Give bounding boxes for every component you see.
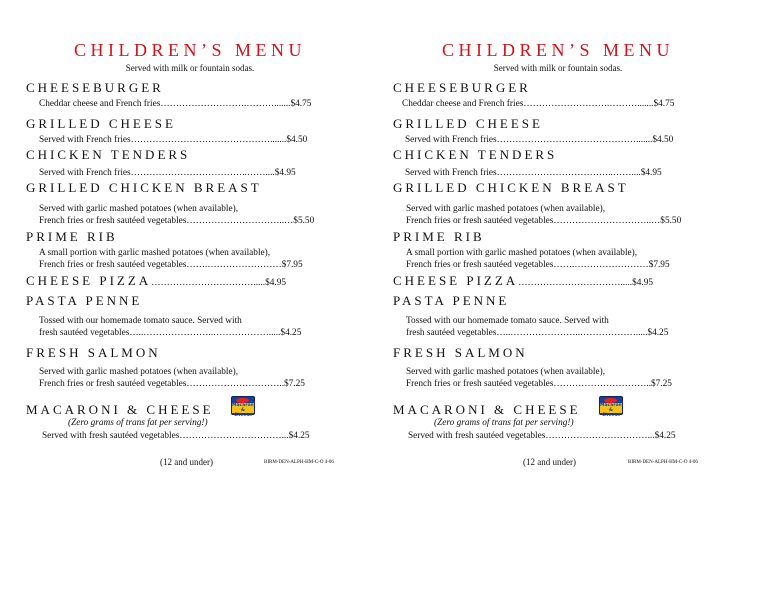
item-grilled-chicken-name: GRILLED CHICKEN BREAST: [393, 180, 629, 195]
item-grilled-chicken-desc1: Served with garlic mashed potatoes (when available),: [406, 204, 606, 214]
item-mac-cheese-trans-fat: (Zero grams of trans fat per serving!): [68, 418, 208, 428]
item-fresh-salmon-desc2: French fries or fresh sautéed vegetables…………………………..$7.25: [406, 379, 672, 389]
item-grilled-chicken-desc1: Served with garlic mashed potatoes (when available),: [39, 204, 239, 214]
item-prime-rib-desc1: A small portion with garlic mashed potatoes (when available),: [406, 248, 638, 258]
menu-title: CHILDREN’S MENU: [74, 40, 306, 60]
item-chicken-tenders-desc: Served with French fries………………………………..……....$4.95: [39, 168, 296, 178]
item-grilled-cheese-desc: Served with French fries……………………………………….......$4.50: [405, 135, 674, 145]
item-cheeseburger-name: CHEESEBURGER: [393, 80, 531, 95]
menu-subtitle: Served with milk or fountain sodas.: [125, 63, 255, 73]
item-chicken-tenders-desc: Served with French fries………………………………..……....$4.95: [405, 168, 662, 178]
item-mac-cheese-desc: Served with fresh sautéed vegetables……………………………...$4.25: [42, 431, 310, 441]
item-chicken-tenders-name: CHICKEN TENDERS: [26, 147, 191, 162]
item-pasta-penne-desc1: Tossed with our homemade tomato sauce. Served with: [406, 316, 609, 326]
item-prime-rib-desc2: French fries or fresh sautéed vegetables…….……………………$7.95: [406, 260, 670, 270]
item-chicken-tenders-name: CHICKEN TENDERS: [393, 147, 558, 162]
footer-age-note: (12 and under): [160, 457, 213, 467]
item-mac-cheese-name: MACARONI & CHEESE: [393, 402, 581, 417]
item-pasta-penne-desc1: Tossed with our homemade tomato sauce. Served with: [39, 316, 242, 326]
item-pasta-penne-name: PASTA PENNE: [26, 293, 143, 308]
footer-age-note: (12 and under): [523, 457, 576, 467]
item-grilled-cheese-name: GRILLED CHEESE: [26, 116, 176, 131]
item-grilled-chicken-desc2: French fries or fresh sautéed vegetables…………………………..…$5.50: [406, 216, 682, 226]
item-pasta-penne-desc2: fresh sautéed vegetables…..…………………..……………….....$4.25: [406, 328, 669, 338]
item-prime-rib-desc2: French fries or fresh sautéed vegetables…….……………………$7.95: [39, 260, 303, 270]
menu-subtitle: Served with milk or fountain sodas.: [493, 63, 623, 73]
item-grilled-cheese-name: GRILLED CHEESE: [393, 116, 543, 131]
item-cheese-pizza-price: …………………………….....$4.95: [518, 278, 654, 288]
item-prime-rib-desc1: A small portion with garlic mashed potatoes (when available),: [39, 248, 271, 258]
menu-title: CHILDREN’S MENU: [442, 40, 674, 60]
item-fresh-salmon-desc1: Served with garlic mashed potatoes (when available),: [406, 367, 606, 377]
item-pasta-penne-desc2: fresh sautéed vegetables…..…………………..……………….....$4.25: [39, 328, 302, 338]
item-cheese-pizza-price: …………………………….....$4.95: [151, 278, 287, 288]
item-mac-cheese-desc: Served with fresh sautéed vegetables……………………………...$4.25: [408, 431, 676, 441]
item-prime-rib-name: PRIME RIB: [26, 229, 118, 244]
menu-panel-right: [368, 0, 752, 594]
item-grilled-chicken-desc2: French fries or fresh sautéed vegetables…………………………..…$5.50: [39, 216, 315, 226]
item-fresh-salmon-desc2: French fries or fresh sautéed vegetables…………………………..$7.25: [39, 379, 305, 389]
item-grilled-cheese-desc: Served with French fries……………………………………….......$4.50: [39, 135, 308, 145]
item-cheese-pizza-name: CHEESE PIZZA: [393, 273, 519, 288]
mac-cheese-logo-icon: Macaroni & Cheese: [599, 396, 623, 415]
item-cheese-pizza: [26, 273, 286, 289]
item-fresh-salmon-desc1: Served with garlic mashed potatoes (when available),: [39, 367, 239, 377]
footer-code: BIRM-DEN-ALPH-HM-C-O 4-06: [628, 460, 698, 465]
item-mac-cheese-name: MACARONI & CHEESE: [26, 402, 214, 417]
item-cheese-pizza: [393, 273, 653, 289]
item-fresh-salmon-name: FRESH SALMON: [26, 345, 161, 360]
item-grilled-chicken-name: GRILLED CHICKEN BREAST: [26, 180, 262, 195]
mac-cheese-logo-icon: Macaroni & Cheese: [231, 396, 255, 415]
item-fresh-salmon-name: FRESH SALMON: [393, 345, 528, 360]
item-pasta-penne-name: PASTA PENNE: [393, 293, 510, 308]
footer-code: BIRM-DEN-ALPH-HM-C-O 4-06: [264, 460, 334, 465]
item-cheeseburger-name: CHEESEBURGER: [26, 80, 164, 95]
item-cheeseburger-desc: Cheddar cheese and French fries……………………….……….......$4.75: [39, 99, 312, 109]
item-cheese-pizza-name: CHEESE PIZZA: [26, 273, 152, 288]
item-mac-cheese-trans-fat: (Zero grams of trans fat per serving!): [434, 418, 574, 428]
item-cheeseburger-desc: Cheddar cheese and French fries……………………….……….......$4.75: [402, 99, 675, 109]
item-prime-rib-name: PRIME RIB: [393, 229, 485, 244]
